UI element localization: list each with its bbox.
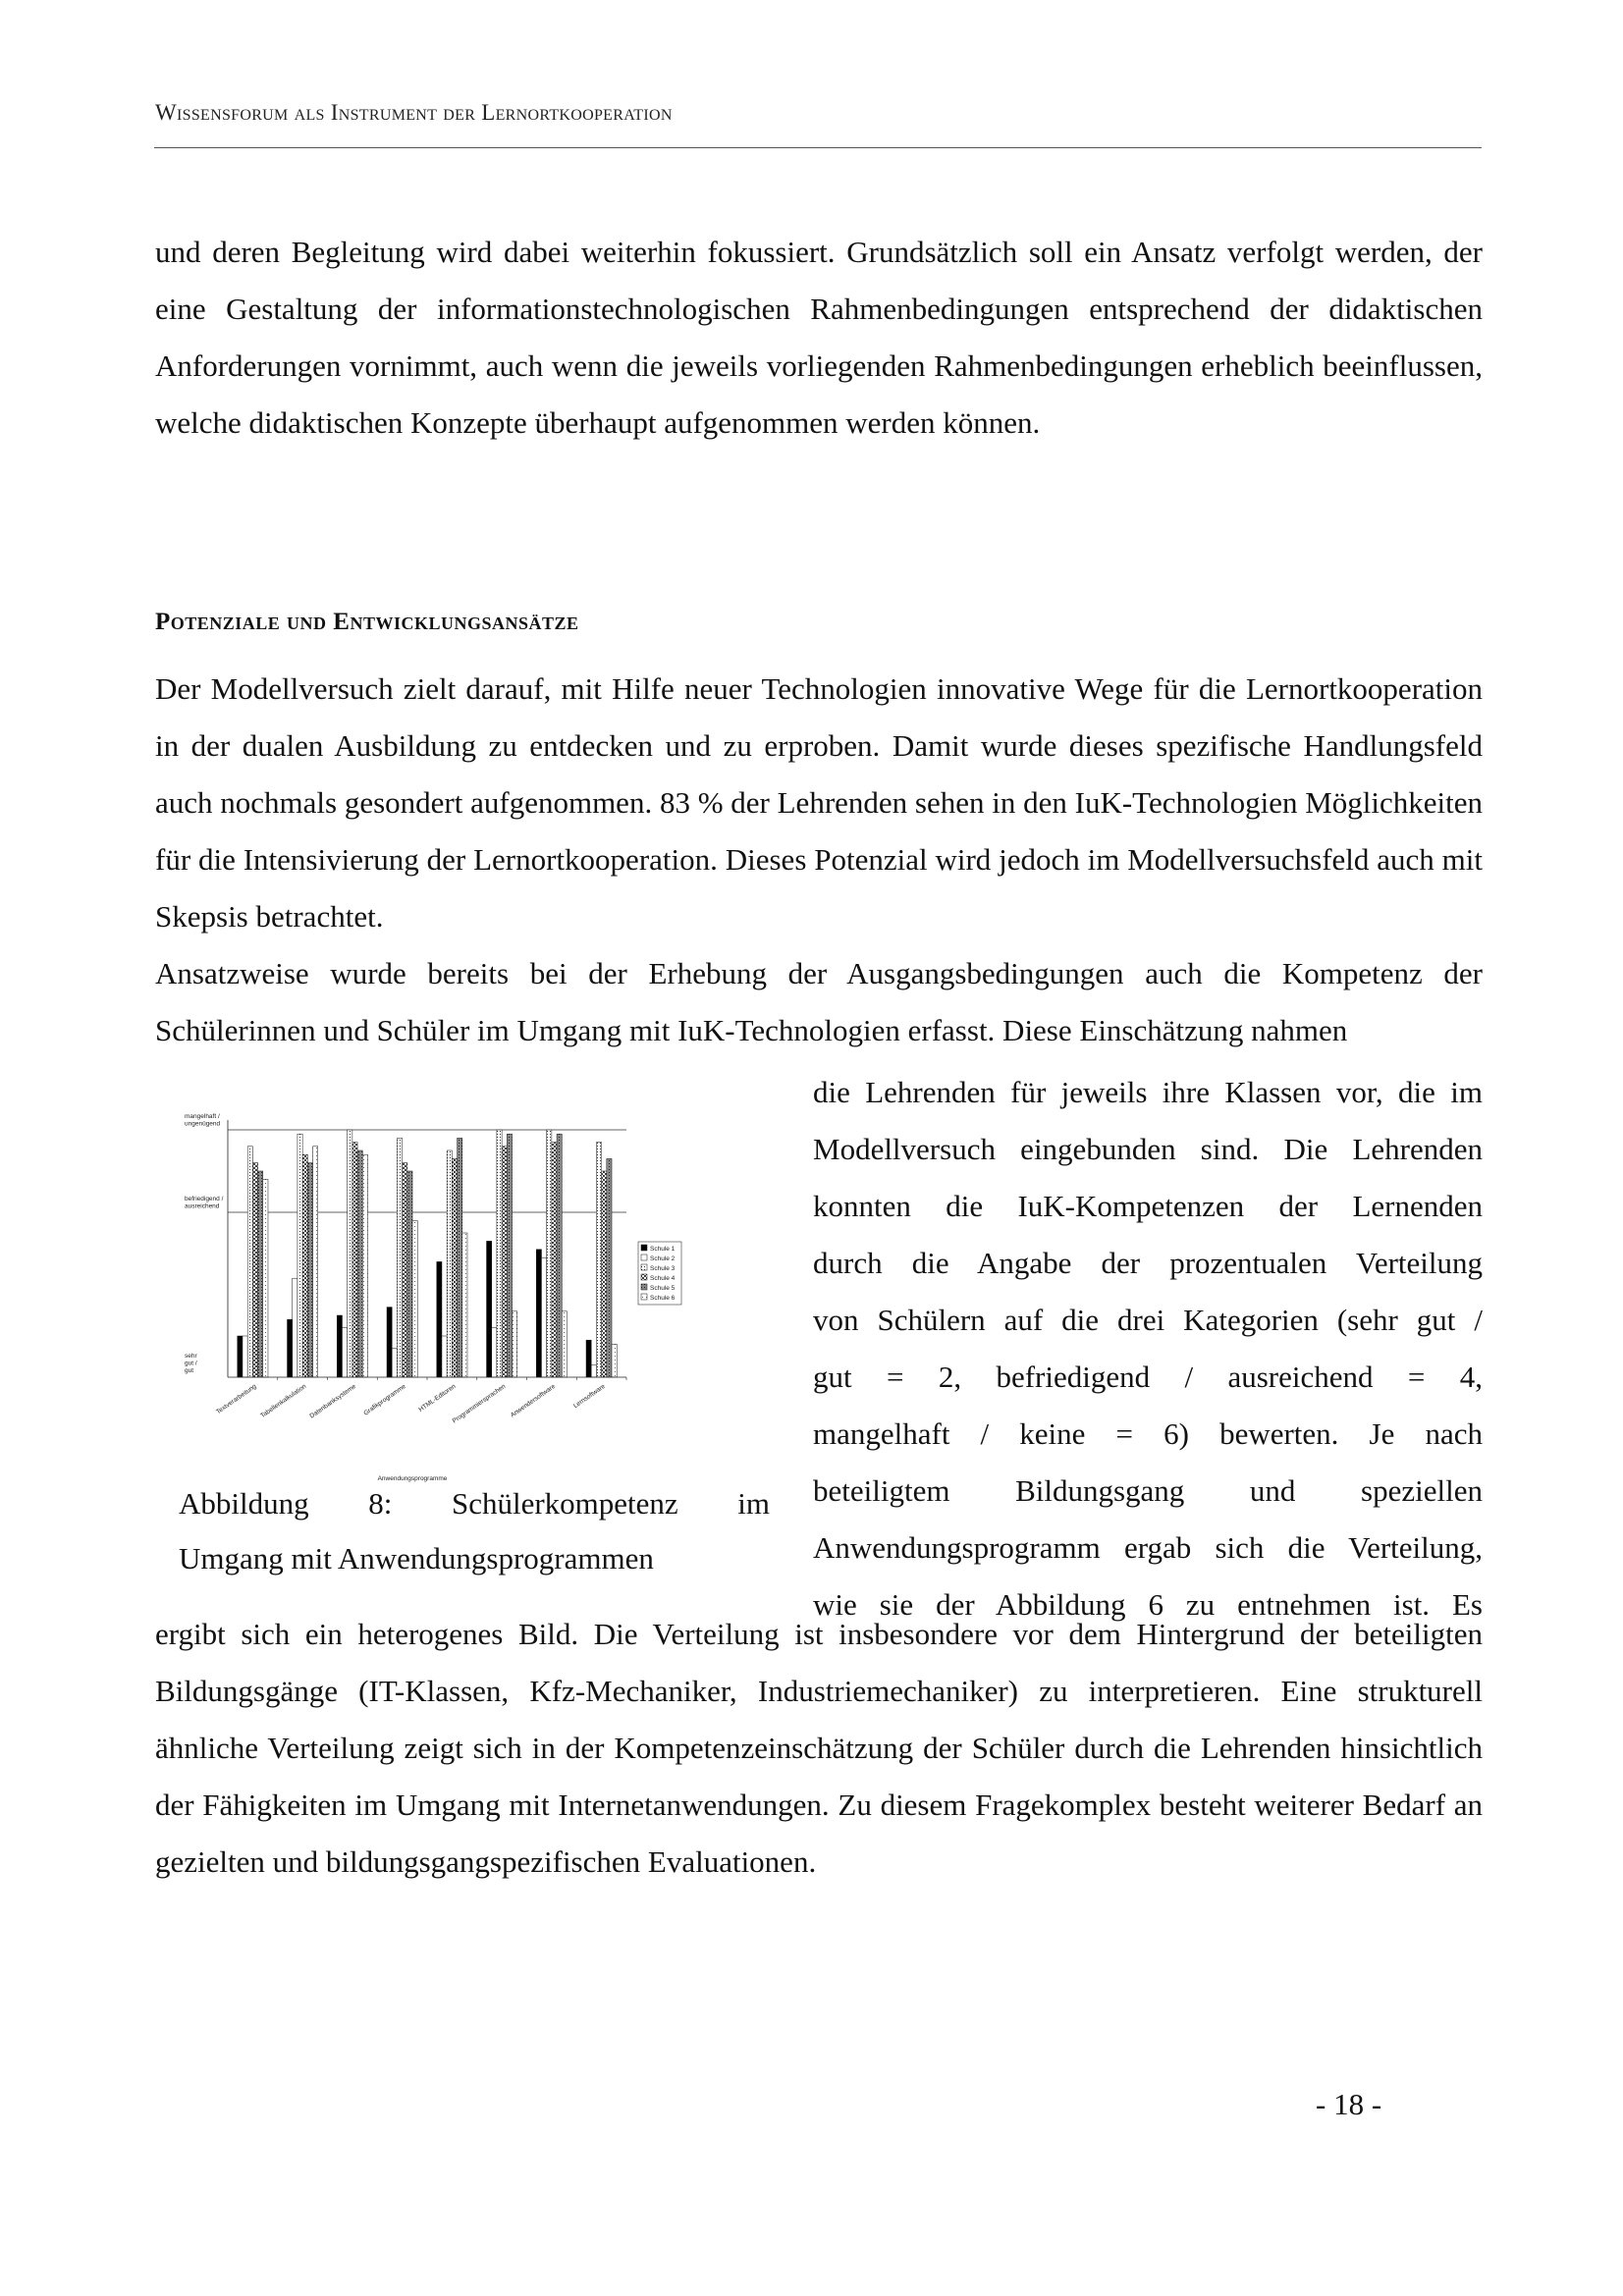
wrap-line: wie sie der Abbildung 6 zu entnehmen ist. Es [813,1587,1483,1622]
bar-schule-4 [252,1163,257,1377]
bar-schule-1 [586,1340,591,1377]
bar-schule-2 [342,1328,347,1377]
x-tick-label: Lernsoftware [571,1382,607,1411]
bar-schule-5 [607,1158,612,1377]
bar-schule-3 [596,1143,601,1377]
paragraph-kompetenz-tail: ergibt sich ein heterogenes Bild. Die Verteilung ist insbesondere vor dem Hintergrund der beteiligten Bildungsgänge (IT-Klassen, Kfz-Mechaniker, Industriemechaniker) zu interpretieren. Eine strukturell ähnliche Verteilung zeigt sich in der Kompetenzeinschätzung der Schüler durch die Lehrenden hinsichtlich der Fähigkeiten im Umgang mit Internetanwendungen. Zu diesem Fragekomplex besteht weiterer Bedarf an gezielten und bildungsgangspezifischen Evaluationen. [155,1617,1483,1879]
bar-schule-4 [352,1143,357,1377]
legend-label: Schule 5 [650,1285,676,1292]
wrap-line: Anwendungsprogramm ergab sich die Verteilung, [813,1530,1483,1565]
y-tick-label: befriedigend / [185,1196,224,1202]
intro-paragraph: und deren Begleitung wird dabei weiterhin fokussiert. Grundsätzlich soll ein Ansatz verfolgt werden, der eine Gestaltung der informationstechnologischen Rahmenbedingungen entsprechend der didaktischen Anforderungen vornimmt, auch wenn die jeweils vorliegenden Rahmenbedingungen erheblich beeinflussen, welche didaktischen Konzepte überhaupt aufgenommen werden können. [155,235,1483,440]
bar-schule-2 [293,1278,298,1377]
bar-schule-5 [357,1150,362,1377]
bar-schule-1 [288,1319,293,1377]
x-axis-title: Anwendungsprogramme [377,1475,448,1482]
bar-schule-3 [298,1134,302,1377]
paragraph-kompetenz-lead: Ansatzweise wurde bereits bei der Erhebung der Ausgangsbedingungen auch die Kompetenz der Schülerinnen und Schüler im Umgang mit IuK-Technologien erfasst. Diese Einschätzung nahmen [155,956,1483,1047]
bar-schule-4 [552,1143,557,1377]
bar-schule-4 [302,1154,307,1377]
bar-schule-4 [602,1171,607,1377]
bar-schule-6 [462,1233,467,1377]
bar-schule-2 [492,1328,497,1377]
running-header: Wissensforum als Instrument der Lernortkooperation [155,100,673,125]
bar-schule-5 [407,1171,412,1377]
x-tick-label: HTML-Editoren [417,1382,458,1414]
wrapped-text-column [813,1064,1483,1633]
x-tick-label: Textverarbeitung [215,1382,258,1416]
bar-schule-3 [547,1130,552,1377]
wrap-line: konnten die IuK-Kompetenzen der Lernenden [813,1189,1483,1223]
bar-schule-3 [348,1130,352,1377]
caption-line: Umgang mit Anwendungsprogrammen [179,1541,654,1575]
y-tick-label: sehr [185,1353,197,1360]
x-tick-label: Anwendersoftware [509,1382,558,1419]
legend-label: Schule 2 [650,1255,676,1262]
bar-schule-5 [507,1134,512,1377]
bar-schule-1 [337,1315,342,1377]
wrap-line: mangelhaft / keine = 6) bewerten. Je nach [813,1416,1483,1451]
wrap-line: beteiligtem Bildungsgang und speziellen [813,1473,1483,1508]
bar-schule-1 [487,1241,492,1377]
bar-schule-5 [307,1163,312,1377]
legend-swatch [641,1255,647,1260]
caption-line: Abbildung 8: Schülerkompetenz im [179,1486,770,1521]
legend-swatch [641,1264,647,1270]
paragraph-potenzial: Der Modellversuch zielt darauf, mit Hilfe neuer Technologien innovative Wege für die Lernortkooperation in der dualen Ausbildung zu entdecken und zu erproben. Damit wurde dieses spezifische Handlungsfeld auch nochmals gesondert aufgenommen. 83 % der Lehrenden sehen in den IuK-Technologien Möglichkeiten für die Intensivierung der Lernortkooperation. Dieses Potenzial wird jedoch im Modellversuchsfeld auch mit Skepsis betrachtet. [155,671,1483,934]
bar-schule-1 [238,1336,243,1377]
legend-label: Schule 6 [650,1295,676,1302]
bar-schule-2 [541,1257,546,1377]
figure-caption [179,1476,770,1586]
y-tick-label: gut / [185,1360,197,1367]
y-tick-label: ungenügend [185,1120,221,1128]
wrap-line: die Lehrenden für jeweils ihre Klassen vor, die im [813,1075,1483,1109]
header-rule [154,147,1482,148]
bar-schule-6 [612,1344,617,1377]
bar-schule-3 [397,1138,402,1377]
bar-schule-2 [243,1336,247,1377]
page-number: - 18 - [1316,2087,1382,2121]
bar-schule-1 [437,1261,442,1377]
bar-schule-1 [387,1308,392,1377]
bar-schule-6 [562,1311,567,1377]
bar-schule-6 [263,1179,268,1377]
bar-schule-4 [403,1163,407,1377]
legend-label: Schule 3 [650,1265,676,1272]
wrap-line: Modellversuch eingebunden sind. Die Lehrenden [813,1132,1483,1166]
bar-schule-3 [447,1150,452,1377]
legend-swatch [641,1274,647,1280]
bar-schule-6 [362,1154,367,1377]
competence-bar-chart [167,1104,727,1487]
x-tick-label: Tabellenkalkulation [259,1382,308,1420]
bar-schule-4 [452,1158,457,1377]
bar-schule-3 [497,1130,502,1377]
x-tick-label: Programmiersprachen [451,1382,508,1425]
legend-swatch [641,1294,647,1300]
legend-swatch [641,1245,647,1251]
bar-schule-2 [392,1349,397,1377]
wrap-line: von Schülern auf die drei Kategorien (sehr gut / [813,1303,1483,1337]
y-tick-label: mangelhaft / [185,1113,220,1120]
legend-swatch [641,1284,647,1290]
wrap-line: durch die Angabe der prozentualen Verteilung [813,1246,1483,1280]
bar-schule-6 [513,1311,517,1377]
y-tick-label: ausreichend [185,1202,220,1210]
y-tick-label: gut [185,1367,194,1374]
bar-schule-5 [557,1134,562,1377]
legend-label: Schule 1 [650,1246,676,1253]
bar-schule-5 [258,1171,263,1377]
bar-schule-6 [412,1220,417,1377]
x-tick-label: Datenbanksysteme [308,1382,358,1420]
bar-schule-4 [502,1147,507,1377]
bar-schule-5 [458,1138,462,1377]
legend-label: Schule 4 [650,1275,676,1282]
bar-schule-2 [442,1336,447,1377]
x-tick-label: Grafikprogramme [362,1382,407,1417]
wrap-line: gut = 2, befriedigend / ausreichend = 4, [813,1360,1483,1394]
bar-schule-6 [313,1147,318,1377]
section-heading: Potenziale und Entwicklungsansätze [155,609,579,635]
bar-schule-1 [536,1250,541,1377]
bar-schule-2 [591,1364,596,1377]
bar-schule-3 [247,1147,252,1377]
